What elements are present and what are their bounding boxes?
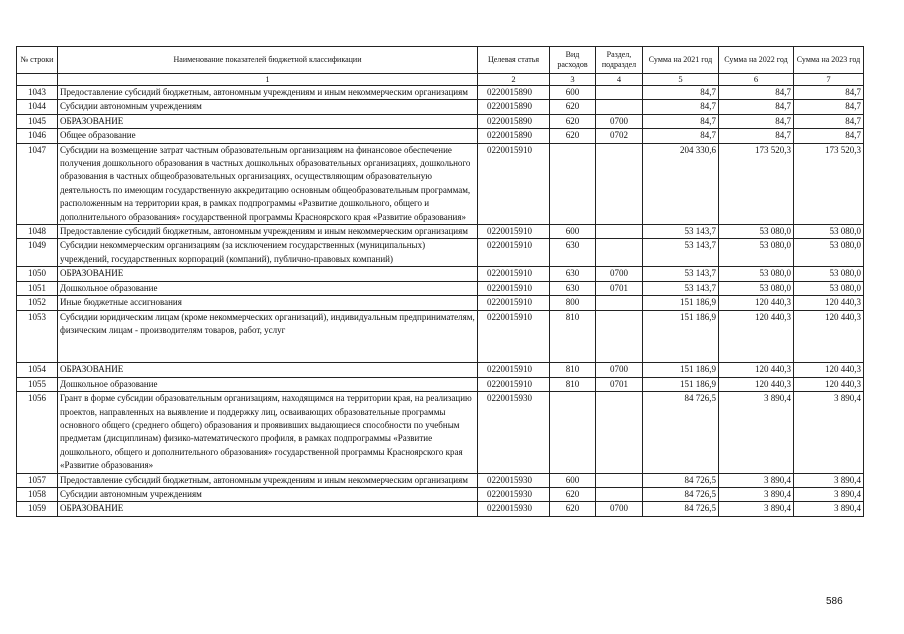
target-article: 0220015890 (478, 86, 550, 100)
column-number: 7 (794, 74, 864, 86)
target-article: 0220015910 (478, 296, 550, 310)
column-number (17, 74, 58, 86)
indicator-name: Грант в форме субсидии образовательным организациям, находящимся на территории края, на реализацию проектов, направленных на выявление и поддержку лиц, осваивающих образовательные программы основного общего (среднего общего) образования и проявивших выдающиеся способности по учебным предметам (дисциплинам) физико-математического профиля, в рамках подпрограммы «Развитие дошкольного, общего и дополнительного образования» государственной программы Красноярского края «Развитие образования» (58, 392, 478, 473)
amount-2022: 3 890,4 (719, 473, 794, 487)
table-row (17, 267, 864, 281)
column-number: 3 (550, 74, 596, 86)
amount-2021: 151 186,9 (643, 377, 719, 391)
column-number: 6 (719, 74, 794, 86)
amount-2021: 53 143,7 (643, 267, 719, 281)
row-number: 1050 (17, 267, 58, 281)
table-row (17, 296, 864, 310)
table-row (17, 86, 864, 100)
section-code (596, 100, 643, 114)
expense-type (550, 143, 596, 224)
amount-2023: 173 520,3 (794, 143, 864, 224)
amount-2022: 84,7 (719, 114, 794, 128)
amount-2021: 84 726,5 (643, 392, 719, 473)
indicator-name: ОБРАЗОВАНИЕ (58, 267, 478, 281)
amount-2021: 204 330,6 (643, 143, 719, 224)
amount-2023: 84,7 (794, 129, 864, 143)
table-row (17, 363, 864, 377)
table-row (17, 473, 864, 487)
row-number: 1059 (17, 502, 58, 516)
section-code (596, 143, 643, 224)
amount-2023: 120 440,3 (794, 377, 864, 391)
column-number: 5 (643, 74, 719, 86)
table-row (17, 377, 864, 391)
expense-type: 810 (550, 377, 596, 391)
table-row (17, 114, 864, 128)
section-code: 0701 (596, 281, 643, 295)
page-number: 586 (826, 596, 843, 607)
expense-type: 630 (550, 281, 596, 295)
column-number: 4 (596, 74, 643, 86)
amount-2023: 84,7 (794, 100, 864, 114)
column-number: 2 (478, 74, 550, 86)
row-number: 1044 (17, 100, 58, 114)
expense-type: 600 (550, 86, 596, 100)
table-row (17, 281, 864, 295)
expense-type: 600 (550, 473, 596, 487)
amount-2021: 84 726,5 (643, 473, 719, 487)
amount-2022: 120 440,3 (719, 377, 794, 391)
amount-2023: 53 080,0 (794, 281, 864, 295)
table-row (17, 487, 864, 501)
table-row (17, 392, 864, 473)
section-code: 0700 (596, 267, 643, 281)
amount-2021: 84 726,5 (643, 502, 719, 516)
row-number: 1058 (17, 487, 58, 501)
row-number: 1048 (17, 225, 58, 239)
amount-2022: 53 080,0 (719, 239, 794, 267)
row-number: 1045 (17, 114, 58, 128)
row-number: 1051 (17, 281, 58, 295)
amount-2021: 84,7 (643, 129, 719, 143)
target-article: 0220015930 (478, 473, 550, 487)
amount-2022: 3 890,4 (719, 502, 794, 516)
target-article: 0220015890 (478, 100, 550, 114)
amount-2023: 3 890,4 (794, 473, 864, 487)
table-body (17, 86, 864, 517)
indicator-name: Дошкольное образование (58, 377, 478, 391)
section-code (596, 239, 643, 267)
header-row (17, 47, 864, 74)
expense-type: 620 (550, 129, 596, 143)
table-row (17, 239, 864, 267)
column-numbers-row (17, 74, 864, 86)
section-code (596, 473, 643, 487)
table-row (17, 310, 864, 363)
amount-2022: 120 440,3 (719, 363, 794, 377)
amount-2023: 3 890,4 (794, 487, 864, 501)
target-article: 0220015910 (478, 267, 550, 281)
header-sum-2023: Сумма на 2023 год (794, 47, 864, 74)
target-article: 0220015910 (478, 281, 550, 295)
target-article: 0220015910 (478, 363, 550, 377)
header-target: Целевая статья (478, 47, 550, 74)
section-code: 0702 (596, 129, 643, 143)
amount-2022: 3 890,4 (719, 487, 794, 501)
row-number: 1052 (17, 296, 58, 310)
row-number: 1049 (17, 239, 58, 267)
target-article: 0220015930 (478, 487, 550, 501)
header-sum-2021: Сумма на 2021 год (643, 47, 719, 74)
expense-type: 810 (550, 310, 596, 363)
amount-2023: 120 440,3 (794, 296, 864, 310)
header-name: Наименование показателей бюджетной классификации (58, 47, 478, 74)
indicator-name: Предоставление субсидий бюджетным, автономным учреждениям и иным некоммерческим организациям (58, 225, 478, 239)
indicator-name: Субсидии юридическим лицам (кроме некоммерческих организаций), индивидуальным предпринимателям, физическим лицам - производителям товаров, работ, услуг (58, 310, 478, 363)
section-code (596, 392, 643, 473)
row-number: 1057 (17, 473, 58, 487)
indicator-name: ОБРАЗОВАНИЕ (58, 114, 478, 128)
target-article: 0220015890 (478, 129, 550, 143)
header-section: Раздел, подраздел (596, 47, 643, 74)
amount-2021: 84,7 (643, 114, 719, 128)
section-code: 0700 (596, 502, 643, 516)
indicator-name: Субсидии автономным учреждениям (58, 487, 478, 501)
row-number: 1054 (17, 363, 58, 377)
table-row (17, 100, 864, 114)
row-number: 1046 (17, 129, 58, 143)
section-code (596, 487, 643, 501)
row-number: 1053 (17, 310, 58, 363)
amount-2023: 120 440,3 (794, 363, 864, 377)
amount-2021: 84,7 (643, 100, 719, 114)
row-number: 1056 (17, 392, 58, 473)
amount-2022: 120 440,3 (719, 296, 794, 310)
amount-2023: 84,7 (794, 114, 864, 128)
amount-2022: 84,7 (719, 129, 794, 143)
expense-type: 810 (550, 363, 596, 377)
column-number: 1 (58, 74, 478, 86)
expense-type: 600 (550, 225, 596, 239)
indicator-name: Иные бюджетные ассигнования (58, 296, 478, 310)
amount-2023: 3 890,4 (794, 392, 864, 473)
header-sum-2022: Сумма на 2022 год (719, 47, 794, 74)
amount-2021: 53 143,7 (643, 281, 719, 295)
section-code: 0700 (596, 114, 643, 128)
expense-type: 620 (550, 502, 596, 516)
amount-2023: 53 080,0 (794, 225, 864, 239)
section-code (596, 225, 643, 239)
target-article: 0220015930 (478, 502, 550, 516)
row-number: 1043 (17, 86, 58, 100)
amount-2023: 84,7 (794, 86, 864, 100)
section-code (596, 310, 643, 363)
section-code (596, 86, 643, 100)
amount-2022: 53 080,0 (719, 281, 794, 295)
section-code: 0701 (596, 377, 643, 391)
amount-2022: 120 440,3 (719, 310, 794, 363)
target-article: 0220015910 (478, 377, 550, 391)
indicator-name: Субсидии автономным учреждениям (58, 100, 478, 114)
indicator-name: Субсидии на возмещение затрат частным образовательным организациям на финансовое обеспечение получения дошкольного образования в частных дошкольных образовательных организациях, дошкольного образования в частных общеобразовательных организациях, осуществляющим образовательную деятельность по имеющим государственную аккредитацию основным общеобразовательным программам, расположенным на территории края, в рамках подпрограммы «Развитие дошкольного, общего и дополнительного образования» государственной программы Красноярского края «Развитие образования» (58, 143, 478, 224)
indicator-name: ОБРАЗОВАНИЕ (58, 363, 478, 377)
amount-2023: 3 890,4 (794, 502, 864, 516)
indicator-name: Общее образование (58, 129, 478, 143)
expense-type (550, 392, 596, 473)
header-expense-type: Вид расходов (550, 47, 596, 74)
table-row (17, 502, 864, 516)
section-code (596, 296, 643, 310)
expense-type: 620 (550, 114, 596, 128)
target-article: 0220015910 (478, 225, 550, 239)
section-code: 0700 (596, 363, 643, 377)
table-row (17, 129, 864, 143)
row-number: 1047 (17, 143, 58, 224)
amount-2023: 53 080,0 (794, 239, 864, 267)
target-article: 0220015890 (478, 114, 550, 128)
budget-table (16, 46, 864, 517)
row-number: 1055 (17, 377, 58, 391)
indicator-name: Дошкольное образование (58, 281, 478, 295)
amount-2023: 53 080,0 (794, 267, 864, 281)
table-row (17, 143, 864, 224)
indicator-name: Предоставление субсидий бюджетным, автономным учреждениям и иным некоммерческим организациям (58, 473, 478, 487)
header-row-no: № строки (17, 47, 58, 74)
target-article: 0220015910 (478, 310, 550, 363)
amount-2021: 151 186,9 (643, 310, 719, 363)
amount-2021: 53 143,7 (643, 225, 719, 239)
amount-2023: 120 440,3 (794, 310, 864, 363)
amount-2022: 173 520,3 (719, 143, 794, 224)
target-article: 0220015910 (478, 143, 550, 224)
target-article: 0220015910 (478, 239, 550, 267)
expense-type: 620 (550, 487, 596, 501)
amount-2021: 151 186,9 (643, 296, 719, 310)
amount-2022: 3 890,4 (719, 392, 794, 473)
amount-2021: 84 726,5 (643, 487, 719, 501)
amount-2022: 84,7 (719, 86, 794, 100)
indicator-name: Субсидии некоммерческим организациям (за исключением государственных (муниципальных) учреждений, государственных корпораций (компаний), публично-правовых компаний) (58, 239, 478, 267)
indicator-name: ОБРАЗОВАНИЕ (58, 502, 478, 516)
amount-2022: 53 080,0 (719, 267, 794, 281)
target-article: 0220015930 (478, 392, 550, 473)
amount-2021: 84,7 (643, 86, 719, 100)
expense-type: 630 (550, 267, 596, 281)
amount-2021: 53 143,7 (643, 239, 719, 267)
indicator-name: Предоставление субсидий бюджетным, автономным учреждениям и иным некоммерческим организациям (58, 86, 478, 100)
expense-type: 620 (550, 100, 596, 114)
table-row (17, 225, 864, 239)
amount-2022: 53 080,0 (719, 225, 794, 239)
amount-2021: 151 186,9 (643, 363, 719, 377)
expense-type: 630 (550, 239, 596, 267)
expense-type: 800 (550, 296, 596, 310)
amount-2022: 84,7 (719, 100, 794, 114)
